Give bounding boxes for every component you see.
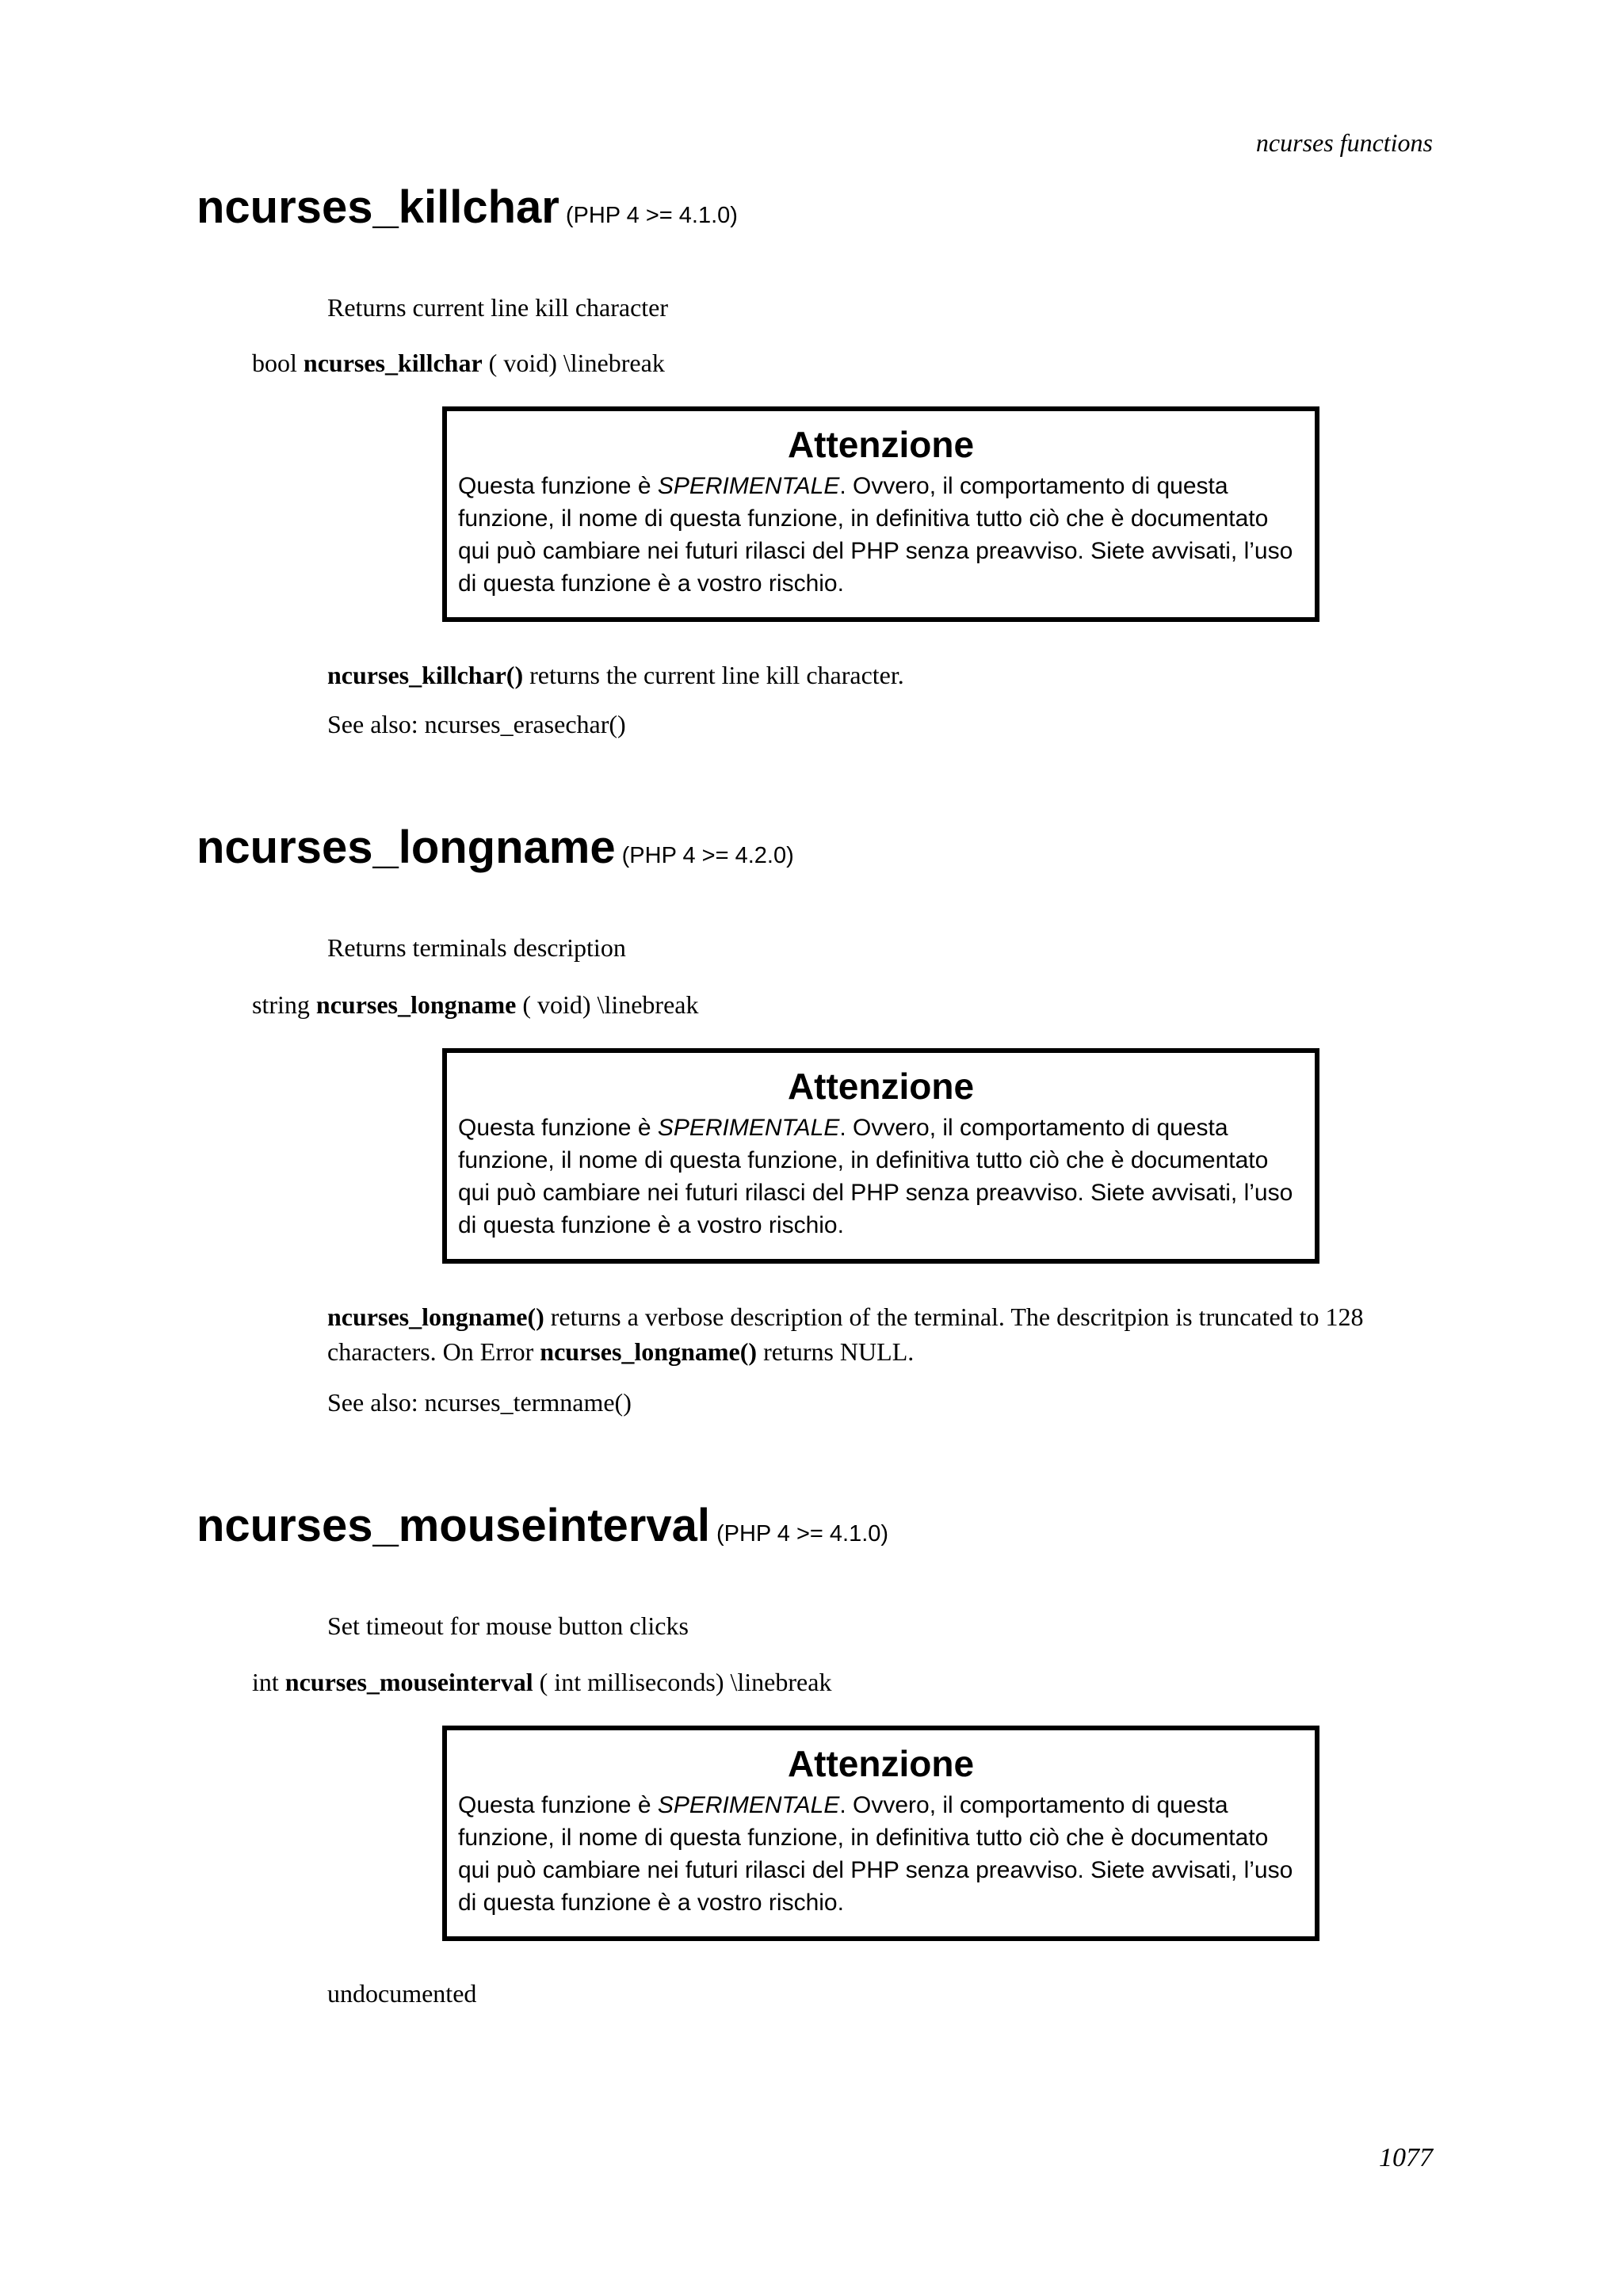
warning-text: Questa funzione è SPERIMENTALE. Ovvero, il comportamento di questa funzione, il nome di questa funzione, in definitiva tutto ciò che è documentato qui può cambiare nei futuri rilasci del PHP senza preavviso. Siete avvisati, l’uso di questa funzione è a vostro rischio. (458, 1115, 1293, 1238)
version-note: (PHP 4 >= 4.1.0) (716, 1521, 889, 1547)
running-head: ncurses functions (1255, 128, 1433, 157)
function-description: undocumented (327, 1979, 477, 2008)
page-number: 1077 (1379, 2143, 1433, 2172)
warning-title: Attenzione (787, 1743, 975, 1784)
warning-box (442, 406, 1319, 622)
description-function-name: ncurses_killchar() (327, 661, 524, 689)
warning-text: Questa funzione è SPERIMENTALE. Ovvero, il comportamento di questa funzione, il nome di questa funzione, in definitiva tutto ciò che è documentato qui può cambiare nei futuri rilasci del PHP senza preavviso. Siete avvisati, l’uso di questa funzione è a vostro rischio. (458, 473, 1293, 597)
synopsis-function-name: ncurses_killchar (303, 349, 483, 377)
warning-box (442, 1726, 1319, 1941)
function-heading (197, 181, 738, 234)
function-purpose: Returns current line kill character (327, 293, 669, 322)
warning-text: Questa funzione è SPERIMENTALE. Ovvero, il comportamento di questa funzione, il nome di questa funzione, in definitiva tutto ciò che è documentato qui può cambiare nei futuri rilasci del PHP senza preavviso. Siete avvisati, l’uso di questa funzione è a vostro rischio. (458, 1792, 1293, 1916)
synopsis-function-name: ncurses_longname (315, 990, 517, 1019)
description-function-name: ncurses_longname() (540, 1337, 758, 1366)
function-synopsis (252, 990, 698, 1020)
see-also: See also: ncurses_termname() (327, 1388, 632, 1417)
function-title: ncurses_mouseinterval (197, 1500, 710, 1551)
see-also: See also: ncurses_erasechar() (327, 710, 626, 738)
function-synopsis (252, 349, 665, 378)
return-type: int (252, 1668, 279, 1696)
synopsis-params: ( int milliseconds) \linebreak (539, 1668, 832, 1696)
function-description: ncurses_killchar() returns the current line kill character. (327, 661, 904, 689)
warning-title: Attenzione (787, 424, 975, 465)
synopsis-params: ( void) \linebreak (488, 349, 665, 377)
synopsis-params: ( void) \linebreak (522, 990, 699, 1019)
function-purpose: Set timeout for mouse button clicks (327, 1611, 689, 1640)
function-title: ncurses_longname (197, 822, 616, 873)
version-note: (PHP 4 >= 4.1.0) (565, 203, 738, 228)
function-heading (197, 821, 794, 874)
function-synopsis (252, 1668, 831, 1697)
function-heading (197, 1499, 888, 1552)
synopsis-function-name: ncurses_mouseinterval (285, 1668, 533, 1696)
function-purpose: Returns terminals description (327, 933, 626, 962)
function-title: ncurses_killchar (197, 181, 559, 233)
description-function-name: ncurses_longname() (327, 1302, 544, 1331)
function-description: ncurses_longname() returns a verbose description of the terminal. The descritpion is truncated to 128 characters. On Error ncurses_longname() returns NULL. (327, 1302, 1364, 1366)
return-type: string (252, 990, 310, 1019)
warning-title: Attenzione (787, 1066, 975, 1107)
return-type: bool (252, 349, 297, 377)
warning-box (442, 1048, 1319, 1264)
version-note: (PHP 4 >= 4.2.0) (621, 843, 794, 868)
